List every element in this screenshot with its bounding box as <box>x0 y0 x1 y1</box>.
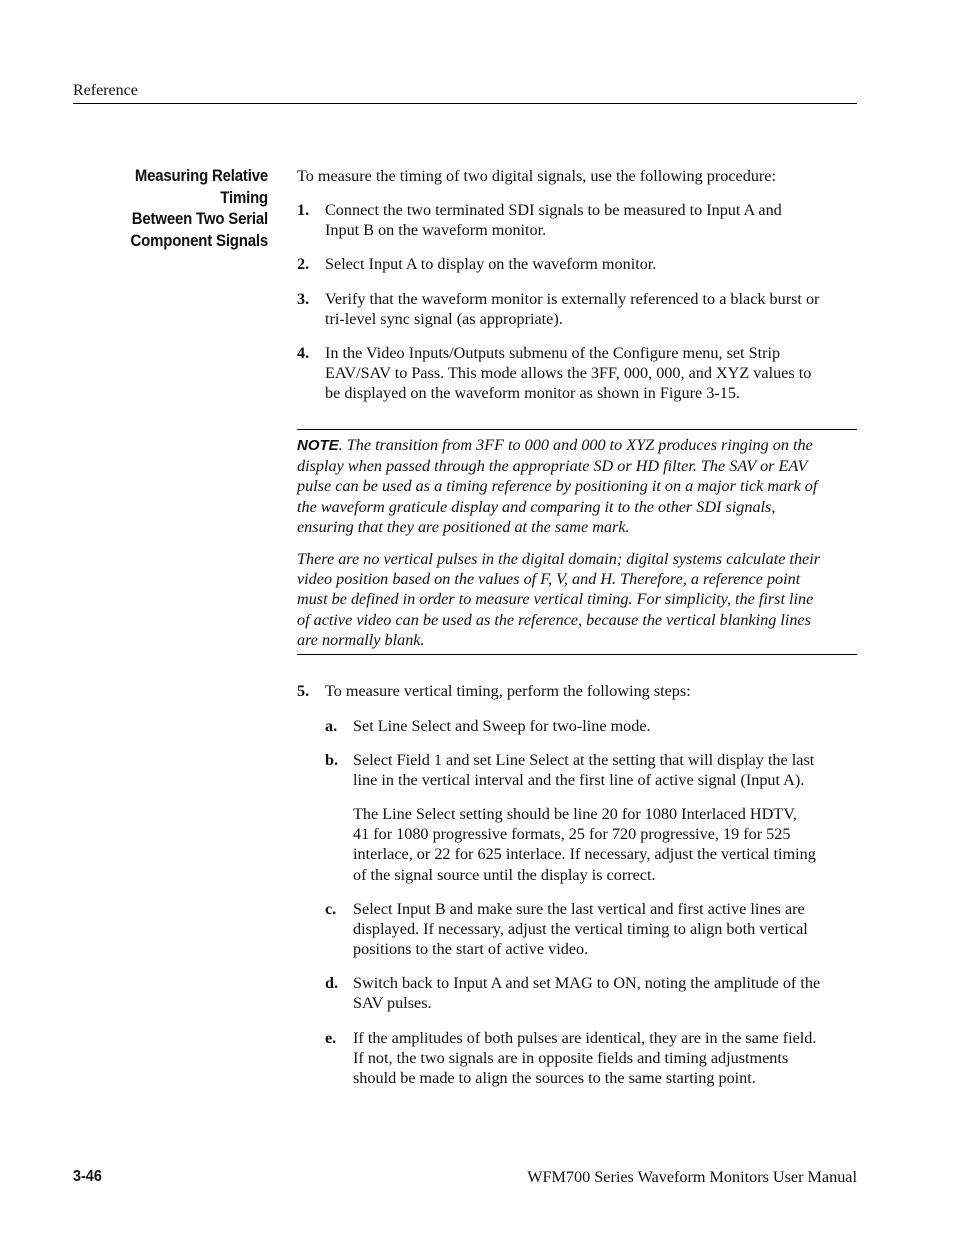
text-line: Select Input A to display on the waveform monitor. <box>325 255 657 273</box>
text-line: There are no vertical pulses in the digital domain; digital systems calculate their <box>297 550 821 568</box>
text-line: are normally blank. <box>297 630 425 649</box>
substep-label: d. <box>325 974 339 992</box>
text-line: If not, the two signals are in opposite fields and timing adjustments <box>353 1049 789 1068</box>
text-line: video position based on the values of F, V, and H. Therefore, a reference point <box>297 570 801 589</box>
step-number: 1. <box>297 201 310 219</box>
section-heading <box>85 165 268 251</box>
text-line: In the Video Inputs/Outputs submenu of the Configure menu, set Strip <box>325 344 781 362</box>
text-line: EAV/SAV to Pass. This mode allows the 3FF, 000, 000, and XYZ values to <box>325 364 812 383</box>
text-line: of active video can be used as the reference, because the vertical blanking lines <box>297 610 811 629</box>
intro-paragraph: To measure the timing of two digital signals, use the following procedure: <box>297 167 776 185</box>
text-line: positions to the start of active video. <box>353 940 589 959</box>
step-text: To measure vertical timing, perform the following steps: <box>325 682 691 700</box>
text-line: ensuring that they are positioned at the same mark. <box>297 517 630 536</box>
step-number: 4. <box>297 344 310 362</box>
page-number: 3-46 <box>73 1168 102 1185</box>
step-text <box>325 289 819 329</box>
text-line: Switch back to Input A and set MAG to ON, noting the amplitude of the <box>353 974 821 992</box>
text-line: Input B on the waveform monitor. <box>325 221 547 240</box>
step-text <box>325 200 782 240</box>
text-line: Select Field 1 and set Line Select at the setting that will display the last <box>353 751 815 769</box>
text-line: line in the vertical interval and the first line of active signal (Input A). <box>353 771 805 790</box>
section-heading-line: Between Two Serial <box>131 209 268 228</box>
text-line: The Line Select setting should be line 20 for 1080 Interlaced HDTV, <box>353 805 797 823</box>
note-text: . The transition from 3FF to 000 and 000 to XYZ produces ringing on the <box>338 436 813 454</box>
substep-text <box>353 973 820 1013</box>
substep-label: e. <box>325 1029 337 1047</box>
note-label: NOTE <box>297 437 339 454</box>
step-text <box>325 343 811 404</box>
text-line: If the amplitudes of both pulses are identical, they are in the same field. <box>353 1029 817 1047</box>
text-line: of the signal source until the display is correct. <box>353 865 656 884</box>
substep-text <box>353 750 814 790</box>
header-rule <box>73 103 857 104</box>
text-line: Set Line Select and Sweep for two-line mode. <box>353 717 651 735</box>
text-line: the waveform graticule display and comparing it to the other SDI signals, <box>297 497 776 516</box>
text-line: interlace, or 22 for 625 interlace. If necessary, adjust the vertical timing <box>353 845 816 864</box>
substep-label: b. <box>325 751 339 769</box>
text-line: pulse can be used as a timing reference by positioning it on a major tick mark of <box>297 477 818 496</box>
substep-text <box>353 899 808 960</box>
step-number: 2. <box>297 255 310 273</box>
text-line: should be made to align the sources to the same starting point. <box>353 1069 756 1088</box>
note-paragraph <box>297 435 862 537</box>
section-heading-line: Component Signals <box>130 230 268 250</box>
step-text <box>325 254 656 274</box>
text-line <box>297 435 862 456</box>
substep-label: c. <box>325 900 337 918</box>
text-line: Connect the two terminated SDI signals to be measured to Input A and <box>325 201 782 219</box>
text-line: SAV pulses. <box>353 994 432 1013</box>
text-line: Verify that the waveform monitor is externally referenced to a black burst or <box>325 290 820 308</box>
step-number: 5. <box>297 682 310 700</box>
running-header: Reference <box>73 82 138 99</box>
note-bottom-rule <box>297 654 857 655</box>
section-heading-line: Measuring Relative Timing <box>134 166 268 207</box>
substep-text <box>353 1028 816 1089</box>
text-line: must be defined in order to measure vertical timing. For simplicity, the first line <box>297 590 814 609</box>
text-line: 41 for 1080 progressive formats, 25 for 720 progressive, 19 for 525 <box>353 825 791 844</box>
substep-label: a. <box>325 717 338 735</box>
text-line: be displayed on the waveform monitor as shown in Figure 3-15. <box>325 384 740 403</box>
step-number: 3. <box>297 290 310 308</box>
substep-text <box>353 716 651 736</box>
text-line: displayed. If necessary, adjust the vertical timing to align both vertical <box>353 920 808 939</box>
text-line: Select Input B and make sure the last vertical and first active lines are <box>353 900 805 918</box>
text-line: display when passed through the appropriate SD or HD filter. The SAV or EAV <box>297 457 808 476</box>
substep-detail <box>353 804 816 885</box>
manual-title: WFM700 Series Waveform Monitors User Manual <box>527 1168 857 1186</box>
text-line: tri-level sync signal (as appropriate). <box>325 310 563 329</box>
note-top-rule <box>297 429 857 430</box>
note-paragraph <box>297 549 862 650</box>
